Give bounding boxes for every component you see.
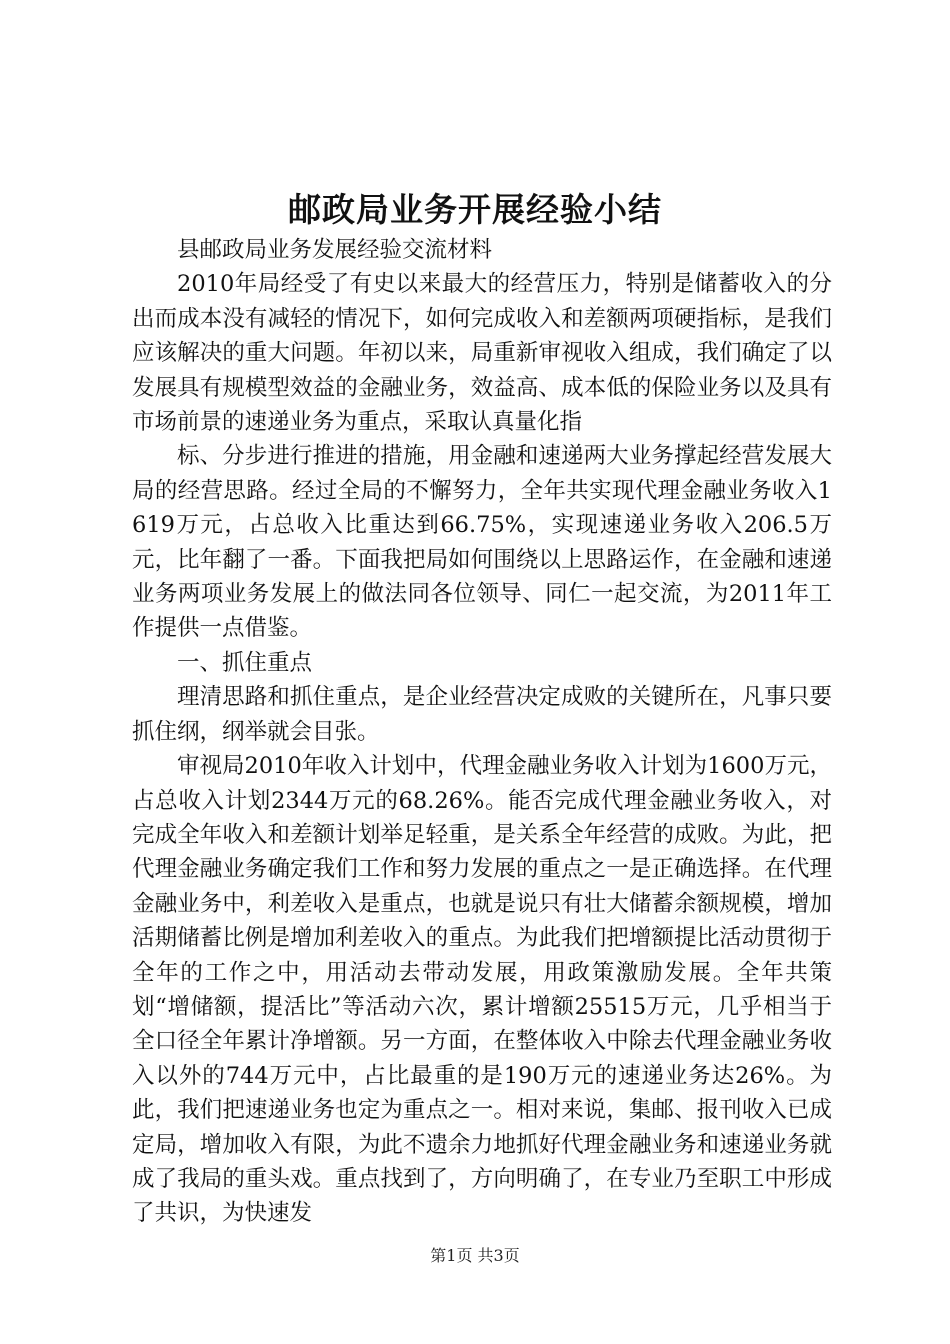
paragraph-subtitle: 县邮政局业务发展经验交流材料 <box>177 237 493 263</box>
paragraph-results: 标、分步进行推进的措施，用金融和速递两大业务撑起经营发展大局的经营思路。经过全局的不懈努力，全年共实现代理金融业务收入1619万元，占总收入比重达到66.75%，实现速递业务收入206.5万元，比年翻了一番。下面我把局如何围绕以上思路运作，在金融和速递业务两项业务发展上的做法同各位领导、同仁一起交流，为2011年工作提供一点借鉴。 <box>132 443 832 642</box>
paragraph-analysis: 审视局2010年收入计划中，代理金融业务收入计划为1600万元，占总收入计划2344万元的68.26%。能否完成代理金融业务收入，对完成全年收入和差额计划举足轻重，是关系全年经营的成败。为此，把代理金融业务确定我们工作和努力发展的重点之一是正确选择。在代理金融业务中，利差收入是重点，也就是说只有壮大储蓄余额规模，增加活期储蓄比例是增加利差收入的重点。为此我们把增额提比活动贯彻于全年的工作之中，用活动去带动发展，用政策激励发展。全年共策划“增储额，提活比”等活动六次，累计增额25515万元，几乎相当于全口径全年累计净增额。另一方面，在整体收入中除去代理金融业务收入以外的744万元中，占比最重的是190万元的速递业务达26%。为此，我们把速递业务也定为重点之一。相对来说，集邮、报刊收入已成定局，增加收入有限，为此不遗余力地抓好代理金融业务和速递业务就成了我局的重头戏。重点找到了，方向明确了，在专业乃至职工中形成了共识，为快速发 <box>132 753 832 1227</box>
paragraph-principle: 理清思路和抓住重点，是企业经营决定成败的关键所在，凡事只要抓住纲，纲举就会目张。 <box>132 684 832 745</box>
document-body <box>132 233 832 1231</box>
page-footer: 第1页 共3页 <box>430 1246 520 1265</box>
section-heading-1: 一、抓住重点 <box>177 649 313 676</box>
paragraph-intro: 2010年局经受了有史以来最大的经营压力，特别是储蓄收入的分出而成本没有减轻的情况下，如何完成收入和差额两项硬指标，是我们应该解决的重大问题。年初以来，局重新审视收入组成，我们确定了以发展具有规模型效益的金融业务，效益高、成本低的保险业务以及具有市场前景的速递业务为重点，采取认真量化指 <box>132 271 832 436</box>
document-title: 邮政局业务开展经验小结 <box>288 190 662 229</box>
